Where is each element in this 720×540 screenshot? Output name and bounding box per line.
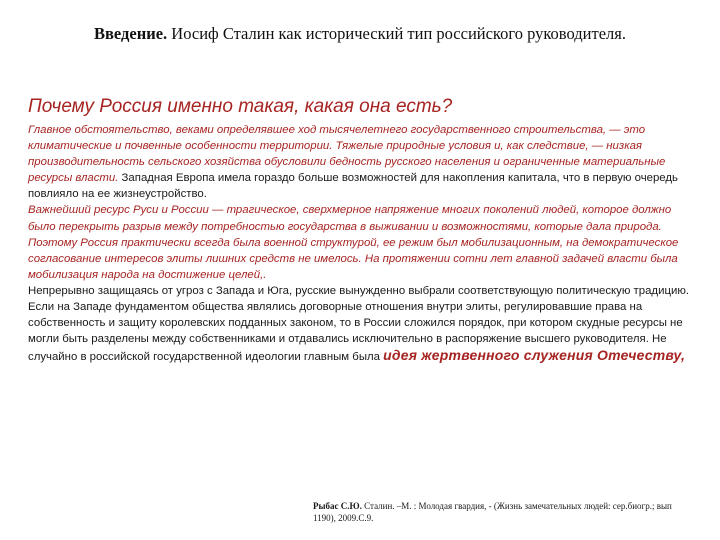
paragraph-3-plain: Непрерывно защищаясь от угроз с Запада и Юга, русские вынужденно выбрали соответствующую политическую традицию. Если на Западе фундаментом общества являлись договорные отношения внутри элиты, регулировавшие права на собственность и защиту королевских подданных законом, то в России сложился порядок, при котором скудные ресурсы не могли быть разделены между собственниками и отдавались исключительно в распоряжение высшего руководителя. Не случайно в российской государственной идеологии главным была (28, 284, 690, 364)
body-text (28, 122, 692, 365)
section-heading: Почему Россия именно такая, какая она есть? (28, 96, 453, 117)
paragraph-1 (28, 122, 692, 202)
paragraph-3-emphasis: идея жертвенного служения Отечеству, (383, 347, 686, 364)
paragraph-3 (28, 283, 692, 365)
citation-text: Сталин. –М. : Молодая гвардия, - (Жизнь замечательных людей: сер.биогр.; вып 1190), 2009.С.9. (313, 501, 672, 523)
paragraph-1-plain: Западная Европа имела гораздо больше возможностей для накопления капитала, что в первую очередь повлияло на ее жизнеустройство. (28, 172, 678, 201)
paragraph-2-red: Важнейший ресурс Руси и России — трагическое, сверхмерное напряжение многих поколений людей, которое должно было перекрыть разрыв между потребностью государства в выживании и возможностями, которые дала природа. Поэтому Россия практически всегда была военной структурой, ее режим был мобилизационным, на демократическое согласование интересов элиты лишних средств не имелось. На протяжении сотни лет главной задачей власти была мобилизация народа на достижение целей,. (28, 204, 679, 281)
citation (313, 500, 683, 524)
paragraph-1-red: Главное обстоятельство, веками определявшее ход тысячелетнего государственного строительства, — это климатические и почвенные особенности территории. Тяжелые природные условия и, как следствие, — низкая производительность сельского хозяйства обусловили бедность русского населения и ограниченные материальные ресурсы власти. (28, 124, 666, 185)
paragraph-2 (28, 202, 692, 282)
citation-author: Рыбас С.Ю. (313, 501, 362, 511)
slide-title (0, 24, 720, 44)
title-bold: Введение. (94, 24, 168, 43)
title-rest: Иосиф Сталин как исторический тип российского руководителя. (167, 24, 626, 43)
